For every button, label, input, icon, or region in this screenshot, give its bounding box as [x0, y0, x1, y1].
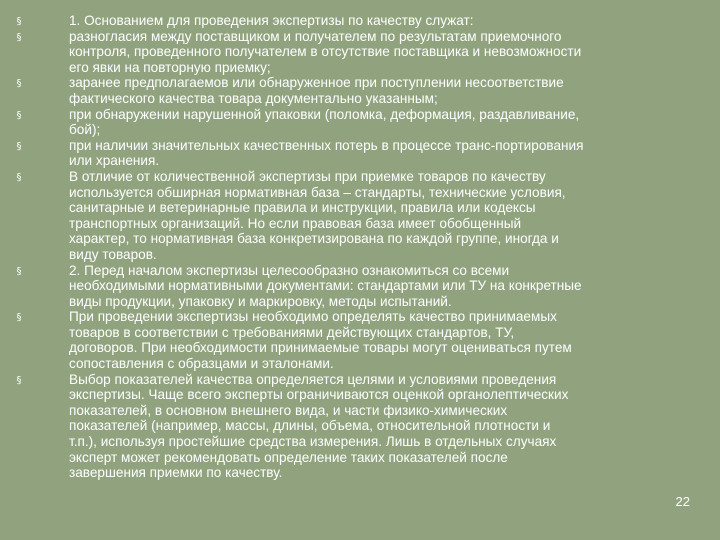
bullet-text: 2. Перед началом экспертизы целесообразно ознакомиться со всеми необходимыми нормативными документами: стандартами или ТУ на конкретные виды продукции, упаковку и маркировку, методы испытаний.	[69, 262, 582, 309]
list-item	[14, 107, 706, 138]
section-bullet-icon: §	[16, 374, 22, 386]
section-bullet-icon: §	[16, 109, 22, 121]
section-bullet-icon: §	[16, 140, 22, 152]
list-item	[14, 309, 706, 371]
bullet-text: Выбор показателей качества определяется целями и условиями проведения экспертизы. Чаще всего эксперты ограничиваются оценкой органолептических показателей, в основном внешнего вида, и части физико-химических показателей (например, массы, длины, объема, относительной плотности и т.п.), используя простейшие средства измерения. Лишь в отдельных случаях эксперт может рекомендовать определение таких показателей после завершения приемки по качеству.	[69, 371, 569, 481]
bullet-text: заранее предполагаемов или обнаруженное при поступлении несоответствие фактического качества товара документально указанным;	[69, 75, 564, 106]
bullet-text: 1. Основанием для проведения экспертизы по качеству служат:	[69, 13, 474, 28]
list-item	[14, 29, 706, 76]
list-item	[14, 13, 706, 29]
bullet-text: При проведении экспертизы необходимо определять качество принимаемых товаров в соответствии с требованиями действующих стандартов, ТУ, договоров. При необходимости принимаемые товары могут оцениваться путем сопоставления с образцами и эталонами.	[69, 309, 572, 372]
section-bullet-icon: §	[16, 265, 22, 277]
list-item	[14, 263, 706, 310]
bullet-text: В отличие от количественной экспертизы при приемке товаров по качеству используется обширная нормативная база – стандарты, технические условия, санитарные и ветеринарные правила и инструкции, правила или кодексы транспортных организаций. Но если правовая база имеет обобщенный характер, то нормативная база конкретизирована по каждой группе, иногда и виду товаров.	[69, 168, 566, 262]
section-bullet-icon: §	[16, 171, 22, 183]
section-bullet-icon: §	[16, 78, 22, 90]
section-bullet-icon: §	[16, 312, 22, 324]
list-item	[14, 138, 706, 169]
bullet-text: при обнаружении нарушенной упаковки (поломка, деформация, раздавливание, бой);	[69, 106, 580, 138]
section-bullet-icon: §	[16, 16, 22, 27]
list-item	[14, 169, 706, 263]
bullet-list	[14, 13, 706, 481]
section-bullet-icon: §	[16, 31, 22, 43]
bullet-text: при наличии значительных качественных потерь в процессе транс-портирования или хранения.	[69, 137, 584, 169]
list-item	[14, 372, 706, 481]
bullet-text: разногласия между поставщиком и получателем по результатам приемочного контроля, проведенного получателем в отсутствие поставщика и невозможности его явки на повторную приемку;	[69, 28, 582, 75]
list-item	[14, 75, 706, 106]
page-number: 22	[675, 494, 690, 509]
